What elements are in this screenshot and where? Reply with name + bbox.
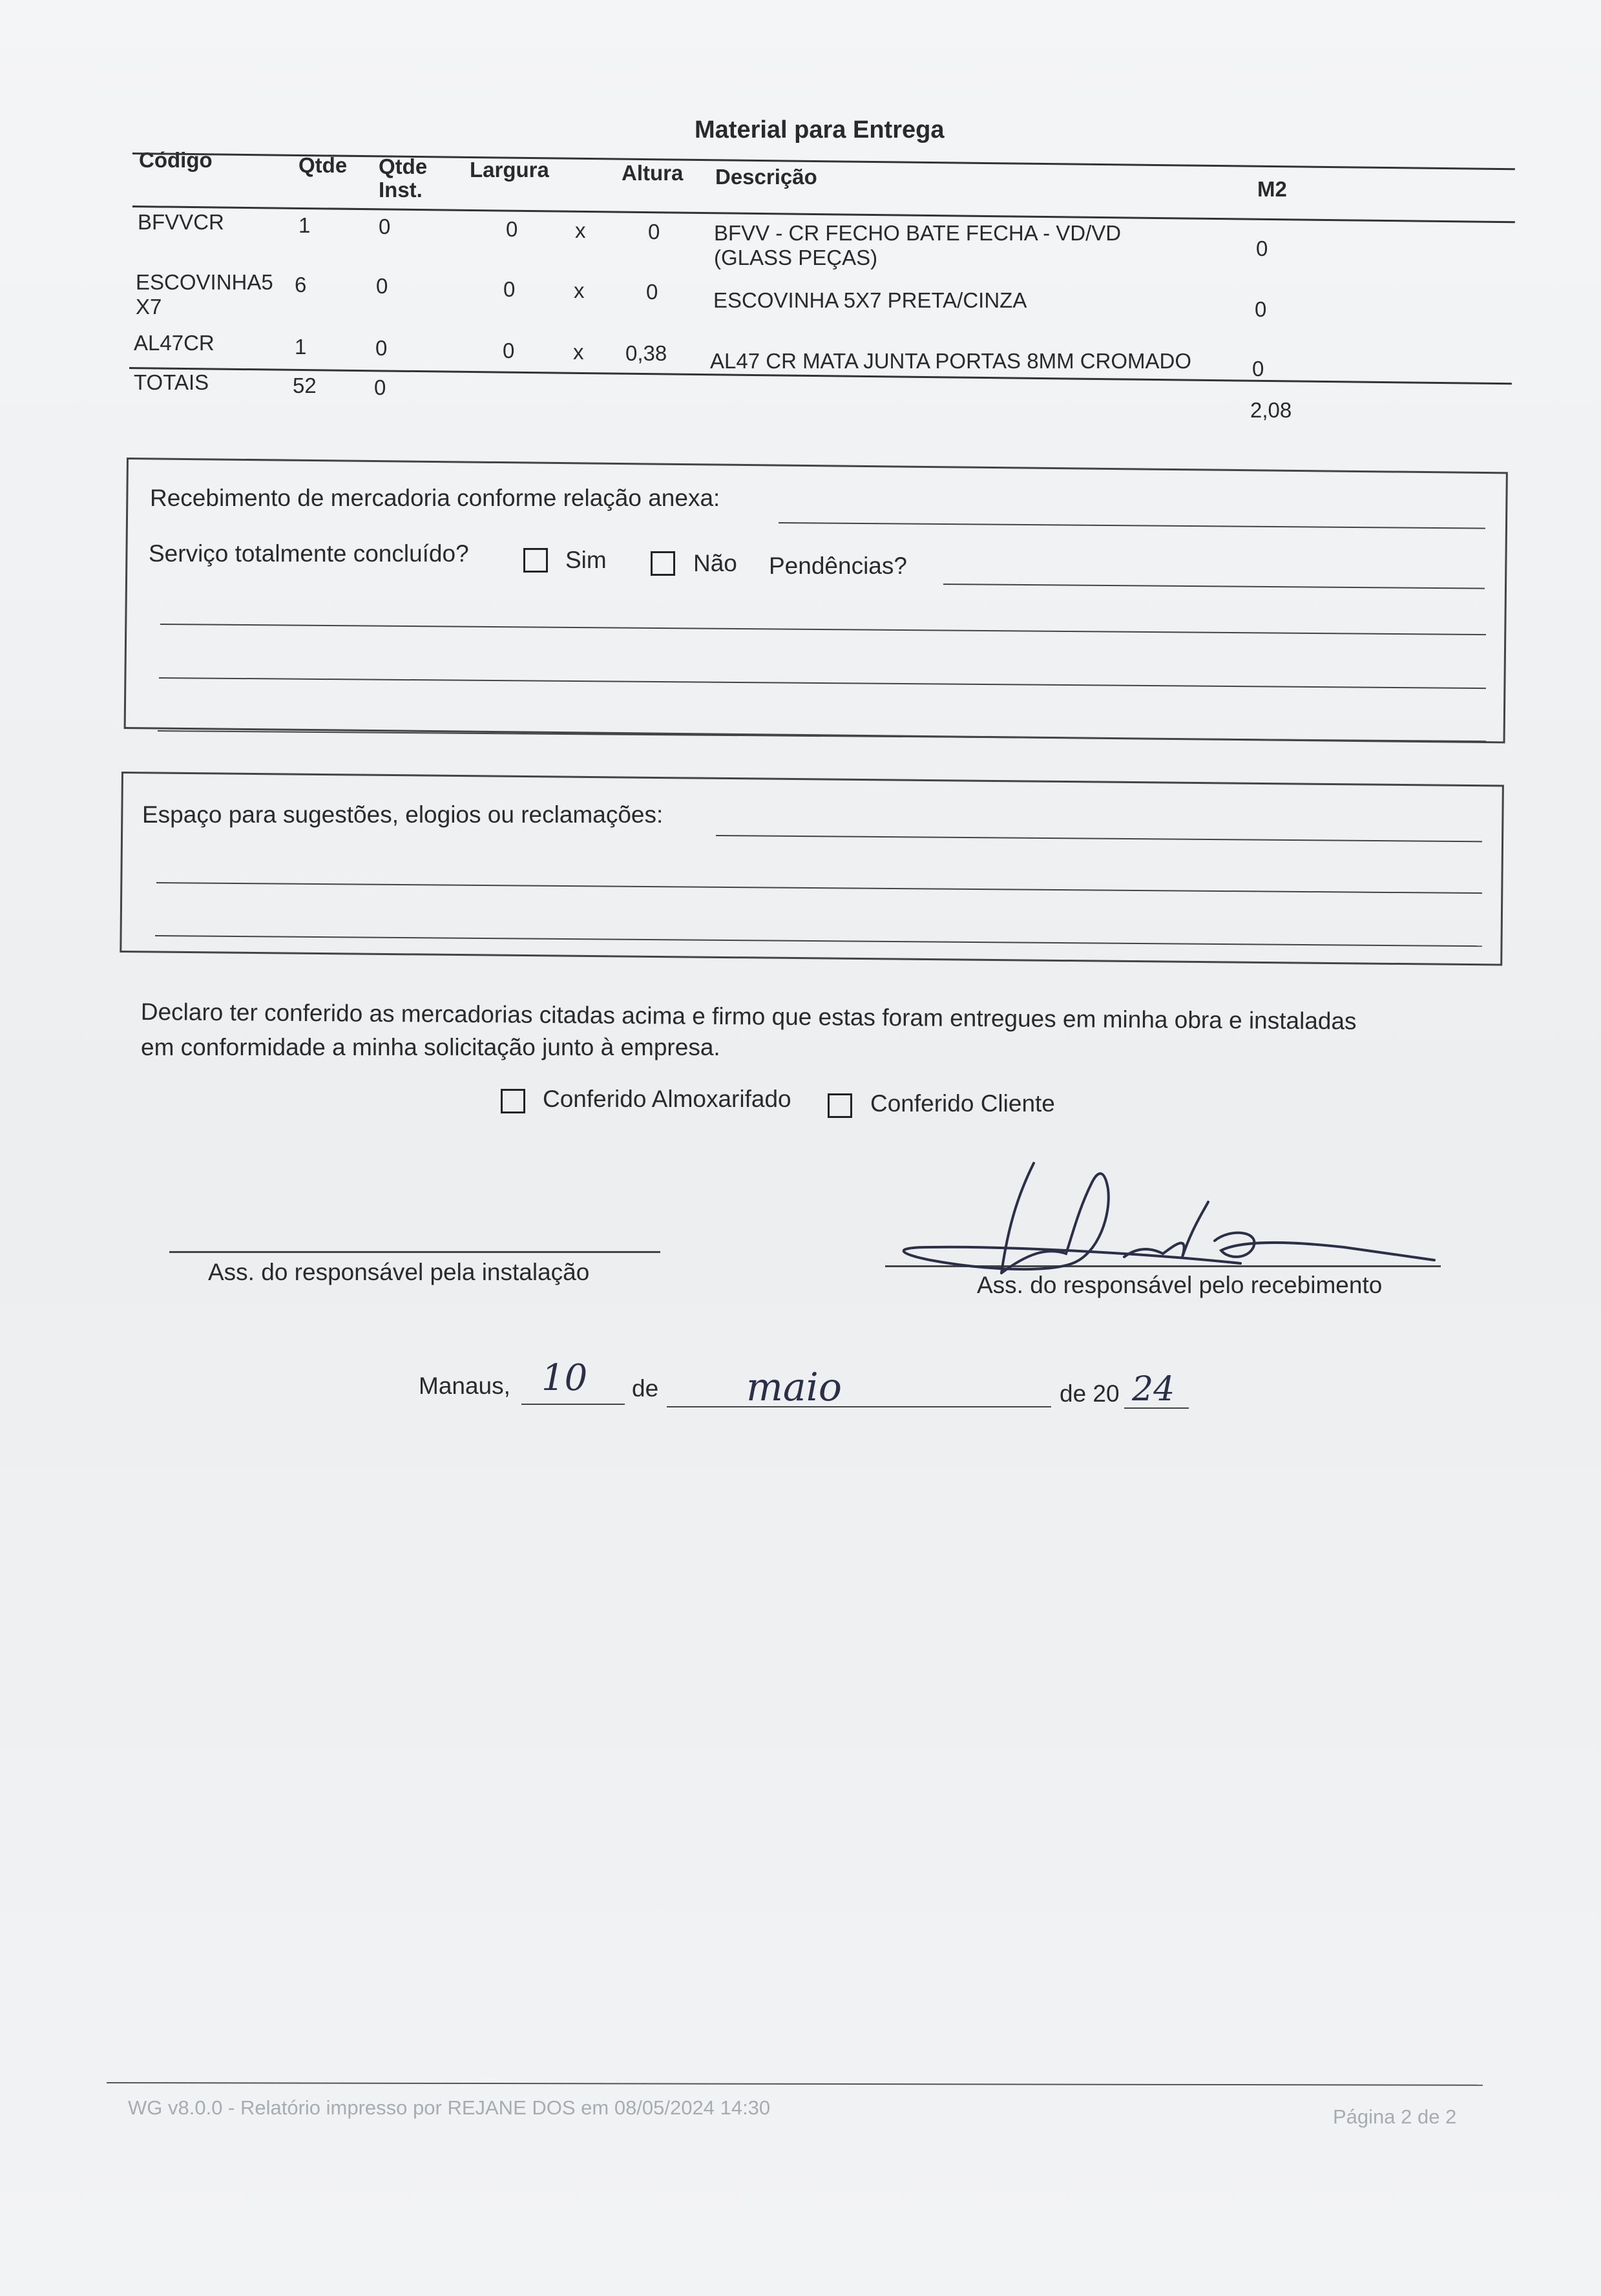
suggestions-label: Espaço para sugestões, elogios ou reclamações: — [142, 801, 664, 828]
declaration-line-1: Declaro ter conferido as mercadorias citadas acima e firmo que estas foram entregues em minha obra e instaladas — [140, 998, 1357, 1035]
header-codigo: Código — [139, 148, 213, 172]
installer-signature-line[interactable] — [169, 1251, 660, 1253]
row1-codigo: BFVVCR — [138, 210, 224, 234]
date-de-1: de — [632, 1375, 659, 1402]
installer-label: Ass. do responsável pela instalação — [208, 1259, 590, 1285]
received-label: Recebimento de mercadoria conforme relação anexa: — [150, 485, 720, 511]
cliente-label: Conferido Cliente — [870, 1090, 1055, 1117]
nao-checkbox[interactable] — [651, 551, 675, 576]
row1-qtde: 1 — [298, 213, 311, 237]
receiver-signature-icon — [879, 1144, 1447, 1286]
date-de-2: de 20 — [1060, 1380, 1120, 1407]
row2-codigo: ESCOVINHA5 X7 — [136, 270, 273, 319]
almoxarifado-checkbox[interactable] — [501, 1089, 525, 1113]
header-qtde: Qtde — [298, 153, 348, 177]
totals-qtde-inst: 0 — [374, 375, 386, 399]
almoxarifado-label: Conferido Almoxarifado — [543, 1086, 791, 1112]
row2-altura: 0 — [646, 280, 658, 304]
table-title: Material para Entrega — [695, 116, 945, 143]
receiver-label: Ass. do responsável pelo recebimento — [977, 1272, 1383, 1298]
row1-x: x — [575, 218, 586, 242]
row2-m2: 0 — [1255, 297, 1267, 321]
cliente-checkbox[interactable] — [828, 1093, 852, 1118]
totals-m2: 2,08 — [1250, 398, 1292, 422]
date-month-handwritten: maio — [746, 1365, 842, 1410]
row2-largura: 0 — [503, 277, 516, 301]
header-altura: Altura — [622, 161, 684, 185]
date-day-line[interactable] — [521, 1404, 625, 1405]
footer-rule — [107, 2082, 1483, 2086]
row3-qtde-inst: 0 — [375, 336, 388, 360]
row1-largura: 0 — [506, 217, 518, 241]
pendencias-label: Pendências? — [769, 553, 907, 579]
totals-qtde: 52 — [293, 374, 317, 397]
declaration-line-2: em conformidade a minha solicitação junto à empresa. — [141, 1034, 720, 1060]
sim-label: Sim — [565, 547, 607, 573]
footer-page-number: Página 2 de 2 — [1333, 2105, 1457, 2128]
row3-largura: 0 — [503, 339, 515, 363]
row3-qtde: 1 — [295, 335, 307, 359]
totals-label: TOTAIS — [134, 370, 209, 394]
row1-descricao: BFVV - CR FECHO BATE FECHA - VD/VD (GLASS PEÇAS) — [714, 221, 1122, 269]
header-largura: Largura — [470, 158, 549, 182]
row2-qtde-inst: 0 — [376, 274, 388, 298]
row2-qtde: 6 — [295, 273, 307, 297]
date-month-line[interactable] — [667, 1406, 1051, 1407]
header-qtde-inst: Qtde Inst. — [379, 154, 428, 202]
row1-qtde-inst: 0 — [379, 215, 391, 238]
date-day-handwritten: 10 — [541, 1357, 588, 1399]
row3-x: x — [573, 340, 584, 364]
footer-printed-by: WG v8.0.0 - Relatório impresso por REJANE DOS em 08/05/2024 14:30 — [128, 2096, 771, 2119]
nao-label: Não — [693, 550, 737, 576]
row2-x: x — [574, 279, 585, 302]
row1-m2: 0 — [1256, 237, 1268, 260]
row3-codigo: AL47CR — [134, 331, 215, 355]
row1-altura: 0 — [648, 220, 660, 244]
sim-checkbox[interactable] — [523, 548, 548, 573]
row3-m2: 0 — [1252, 357, 1264, 381]
header-m2: M2 — [1257, 177, 1287, 201]
header-descricao: Descrição — [715, 165, 817, 189]
row2-descricao: ESCOVINHA 5X7 PRETA/CINZA — [713, 288, 1027, 312]
service-label: Serviço totalmente concluído? — [149, 540, 469, 567]
row3-descricao: AL47 CR MATA JUNTA PORTAS 8MM CROMADO — [710, 349, 1192, 373]
date-year-handwritten: 24 — [1132, 1370, 1175, 1409]
date-city: Manaus, — [419, 1373, 510, 1399]
row3-altura: 0,38 — [625, 341, 667, 365]
